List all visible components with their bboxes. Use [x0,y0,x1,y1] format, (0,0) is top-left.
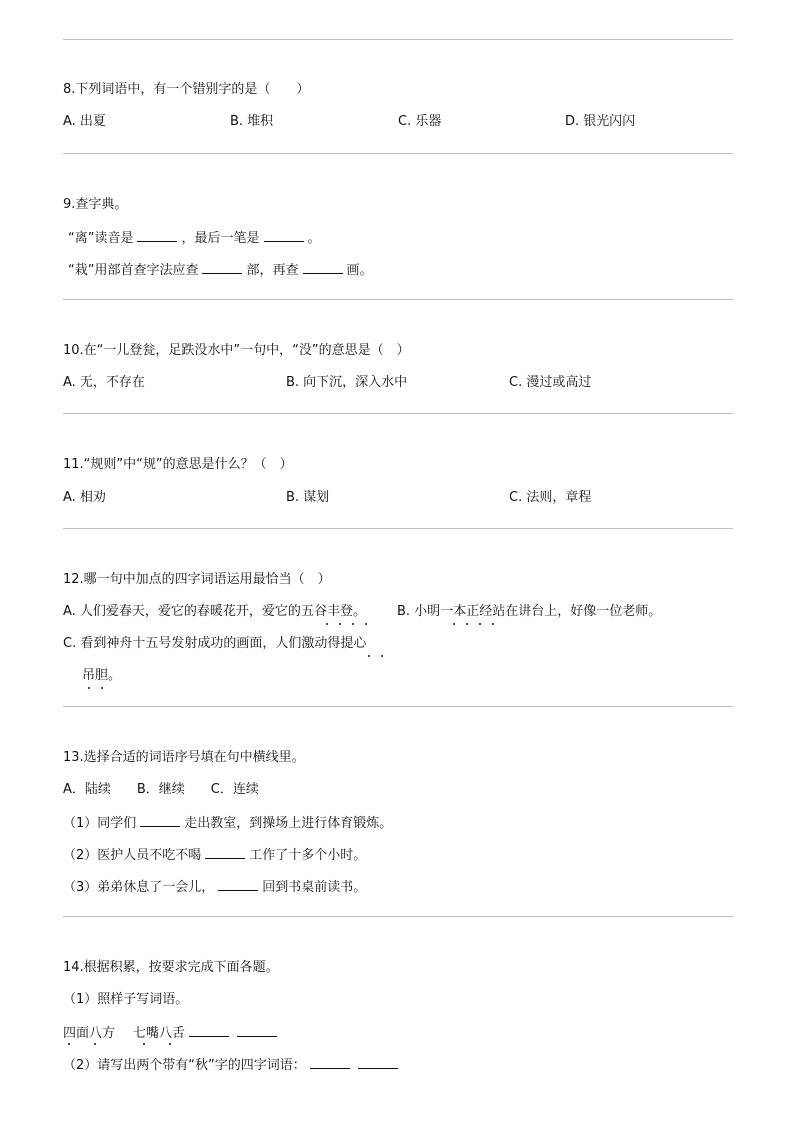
q12-option-b[interactable] [397,604,661,620]
q13-sentence-3 [63,878,366,896]
q14-part-2 [63,1056,402,1074]
divider [63,153,733,154]
q14-stem: 14.根据积累，按要求完成下面各题。 [63,960,279,975]
q12-option-c-text: C. 看到神舟十五号发射成功的画面，人们激动得 [63,636,341,651]
q13-choices: A．陆续 B．继续 C．连续 [63,782,259,797]
q12-option-c-dotted-word-2: 吊胆 [82,668,109,683]
emphasis-dot [101,687,103,689]
q9-line2-text-c: 画。 [346,263,373,278]
answer-blank[interactable] [205,846,245,859]
emphasis-dot [339,623,341,625]
divider [63,528,733,529]
q11-option-c[interactable]: C. 法则，章程 [509,490,592,505]
q9-line2-text-a: “栽”用部首查字法应查 [68,263,199,278]
q8-option-d[interactable]: D. 银光闪闪 [565,114,636,129]
divider [63,706,733,707]
emphasis-dot [352,623,354,625]
q9-line1-text-b: ，最后一笔是 [181,231,260,246]
q13-stem: 13.选择合适的词语序号填在句中横线里。 [63,750,305,765]
q8-option-a[interactable]: A. 出夏 [63,114,106,129]
q13-s1-text-b: 走出教室，到操场上进行体育锻炼。 [184,816,393,831]
q10-option-b[interactable]: B. 向下沉，深入水中 [286,375,408,390]
q13-s3-text-b: 回到书桌前读书。 [262,880,367,895]
q12-option-c-end: 。 [108,668,122,683]
q11-option-a[interactable]: A. 相劝 [63,490,106,505]
answer-blank[interactable] [358,1056,398,1069]
q10-option-c[interactable]: C. 漫过或高过 [509,375,592,390]
answer-blank[interactable] [303,261,343,274]
answer-blank[interactable] [237,1024,277,1037]
emphasis-dot [68,1043,70,1045]
emphasis-dot [492,623,494,625]
q9-line1 [68,229,321,247]
emphasis-dot [143,1043,145,1045]
q9-line1-text-c: 。 [307,231,321,246]
q13-sentence-1 [63,814,392,832]
q12-option-b-dotted-word: 一本正经 [440,604,493,619]
emphasis-dot [368,655,370,657]
q12-option-c-continued [82,668,121,684]
answer-blank[interactable] [310,1056,350,1069]
answer-blank[interactable] [202,261,242,274]
q12-option-b-text: B. 小明 [397,604,441,619]
q14-part-1: （1）照样子写词语。 [63,992,189,1007]
q10-option-a[interactable]: A. 无，不存在 [63,375,145,390]
q13-sentence-2 [63,846,366,864]
q8-stem: 8.下列词语中，有一个错别字的是（ ） [63,82,310,97]
q12-option-a[interactable] [63,604,366,620]
q8-option-b[interactable]: B. 堆积 [230,114,274,129]
q10-stem: 10.在“一儿登瓮，足跌没水中”一句中，“没”的意思是（ ） [63,343,410,358]
q12-stem: 12.哪一句中加点的四字词语运用最恰当（ ） [63,572,331,587]
q13-s2-text-b: 工作了十多个小时。 [249,848,367,863]
answer-blank[interactable] [140,814,180,827]
q8-option-c[interactable]: C. 乐器 [398,114,442,129]
emphasis-dot [479,623,481,625]
q13-s1-text-a: （1）同学们 [63,816,137,831]
answer-blank[interactable] [218,878,258,891]
q11-stem: 11.“规则”中“规”的意思是什么？（ ） [63,457,293,472]
emphasis-dot [381,655,383,657]
q11-option-b[interactable]: B. 谋划 [286,490,330,505]
q12-option-c[interactable] [63,636,366,652]
answer-blank[interactable] [137,229,177,242]
q12-option-b-end: 站在讲台上，好像一位老师。 [492,604,662,619]
answer-blank[interactable] [264,229,304,242]
q14-part-2-text: （2）请写出两个带有“秋”字的四字词语： [63,1058,306,1073]
divider [63,39,733,40]
q13-s2-text-a: （2）医护人员不吃不喝 [63,848,202,863]
emphasis-dot [466,623,468,625]
q12-option-a-text: A. 人们爱春天，爱它的春暖花开，爱它的 [63,604,301,619]
emphasis-dot [453,623,455,625]
q9-line2-text-b: 部，再查 [246,263,299,278]
q9-line2 [68,261,373,279]
emphasis-dot [94,1043,96,1045]
divider [63,299,733,300]
q12-option-c-dotted-word: 提心 [340,636,367,651]
q14-example-2: 七嘴八舌 [133,1026,186,1041]
q12-option-a-end: 。 [352,604,366,619]
emphasis-dot [326,623,328,625]
q12-option-a-dotted-word: 五谷丰登 [300,604,353,619]
q13-s3-text-a: （3）弟弟休息了一会儿， [63,880,215,895]
q14-example-1: 四面八方 [63,1026,116,1041]
divider [63,916,733,917]
divider [63,413,733,414]
emphasis-dot [365,623,367,625]
q14-examples [63,1024,281,1042]
q9-stem: 9.查字典。 [63,197,128,212]
emphasis-dot [169,1043,171,1045]
emphasis-dot [88,687,90,689]
q9-line1-text-a: “离”读音是 [68,231,134,246]
answer-blank[interactable] [189,1024,229,1037]
